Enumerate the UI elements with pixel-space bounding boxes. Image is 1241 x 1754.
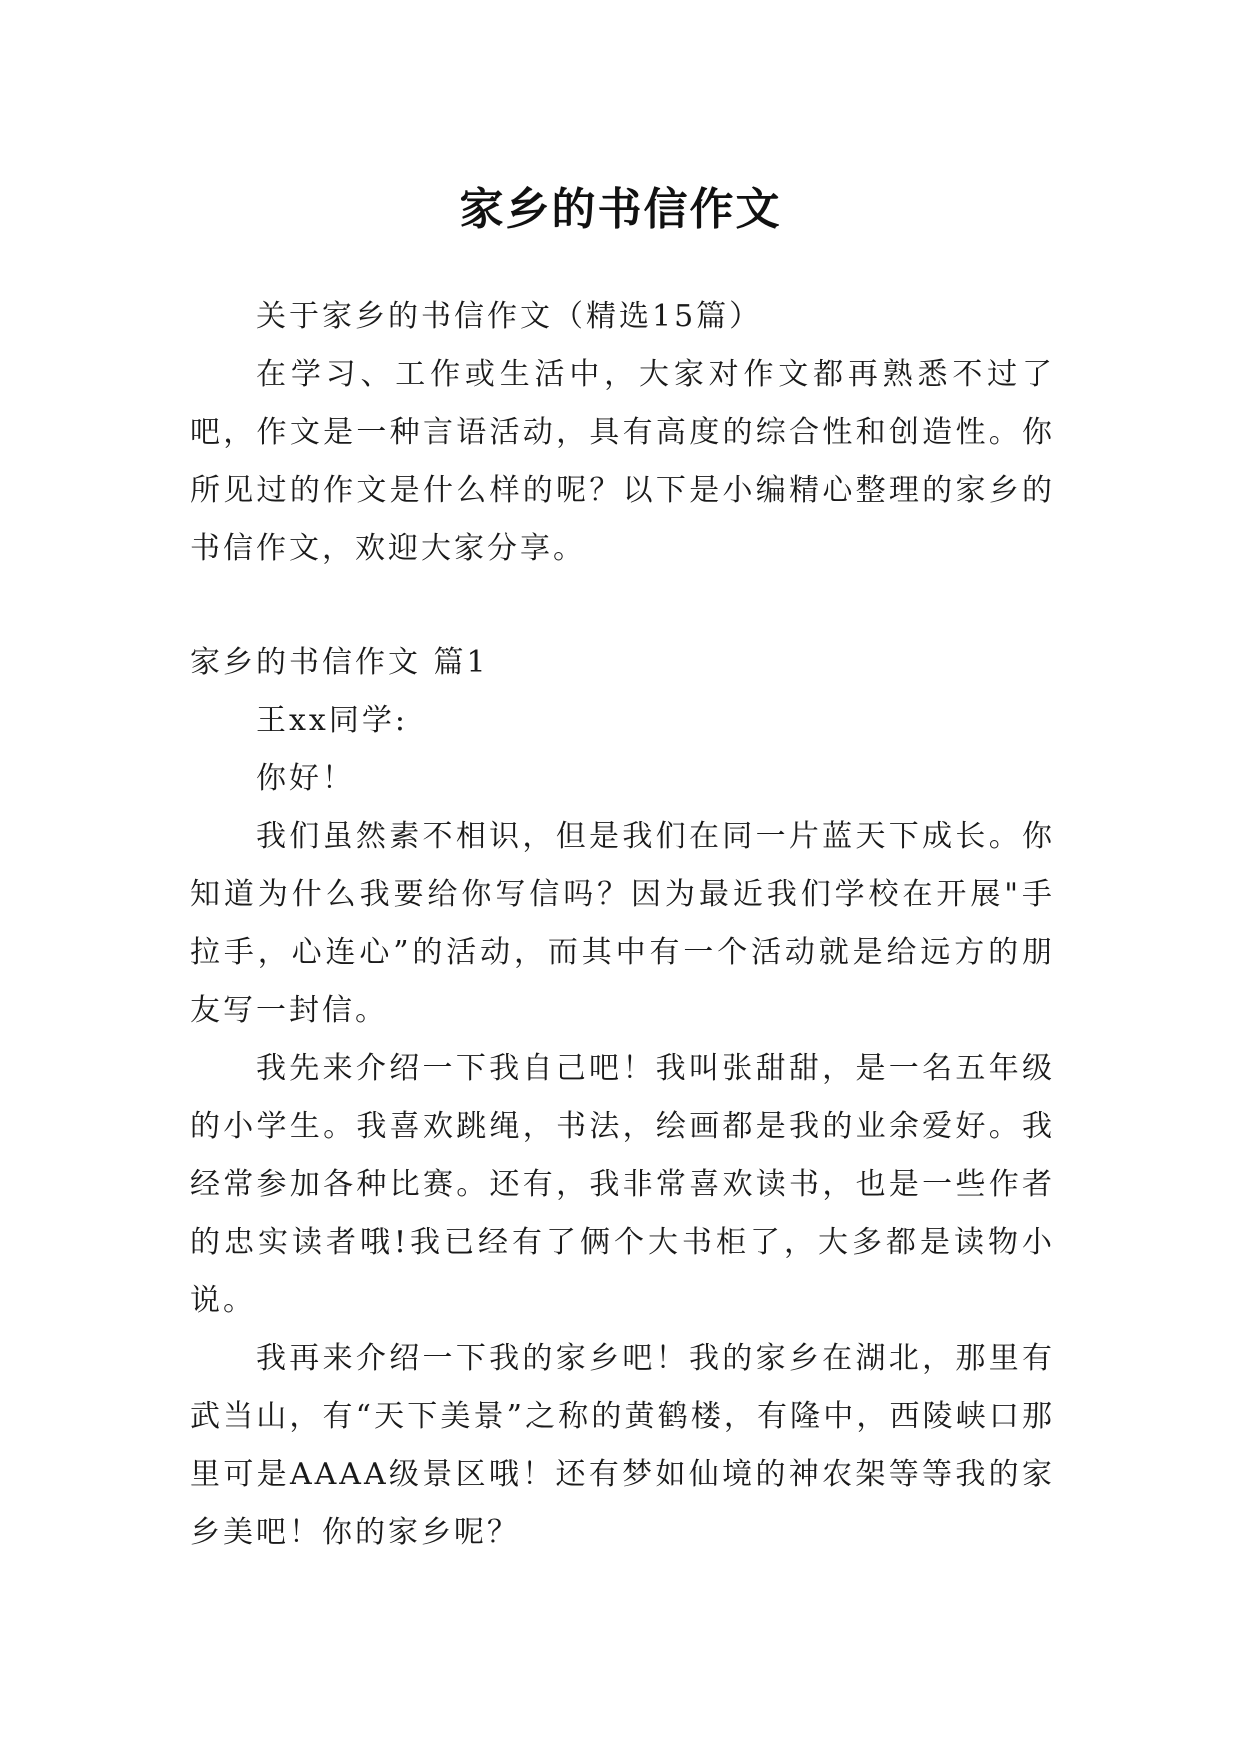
letter-paragraph: 我再来介绍一下我的家乡吧！我的家乡在湖北，那里有武当山，有“天下美景”之称的黄鹤楼，有隆中，西陵峡口那里可是AAAA级景区哦！还有梦如仙境的神农架等等我的家乡美吧！你的家乡呢？ bbox=[190, 1341, 1055, 1550]
letter-salutation: 王xx同学: bbox=[256, 703, 408, 738]
section-spacer bbox=[190, 578, 1055, 634]
intro-subtitle: 关于家乡的书信作文（精选15篇） bbox=[256, 299, 763, 334]
intro-paragraph: 在学习、工作或生活中，大家对作文都再熟悉不过了吧，作文是一种言语活动，具有高度的综合性和创造性。你所见过的作文是什么样的呢？以下是小编精心整理的家乡的书信作文，欢迎大家分享。 bbox=[190, 357, 1055, 566]
document-body bbox=[190, 288, 1055, 1562]
letter-paragraph: 我们虽然素不相识，但是我们在同一片蓝天下成长。你知道为什么我要给你写信吗？因为最近我们学校在开展"手拉手，心连心”的活动，而其中有一个活动就是给远方的朋友写一封信。 bbox=[190, 819, 1055, 1028]
document-title: 家乡的书信作文 bbox=[459, 184, 782, 236]
letter-greeting: 你好！ bbox=[256, 761, 355, 796]
section-heading: 家乡的书信作文 篇1 bbox=[190, 645, 489, 680]
letter-paragraph: 我先来介绍一下我自己吧！我叫张甜甜，是一名五年级的小学生。我喜欢跳绳，书法，绘画都是我的业余爱好。我经常参加各种比赛。还有，我非常喜欢读书，也是一些作者的忠实读者哦!我已经有了俩个大书柜了，大多都是读物小说。 bbox=[190, 1051, 1055, 1318]
